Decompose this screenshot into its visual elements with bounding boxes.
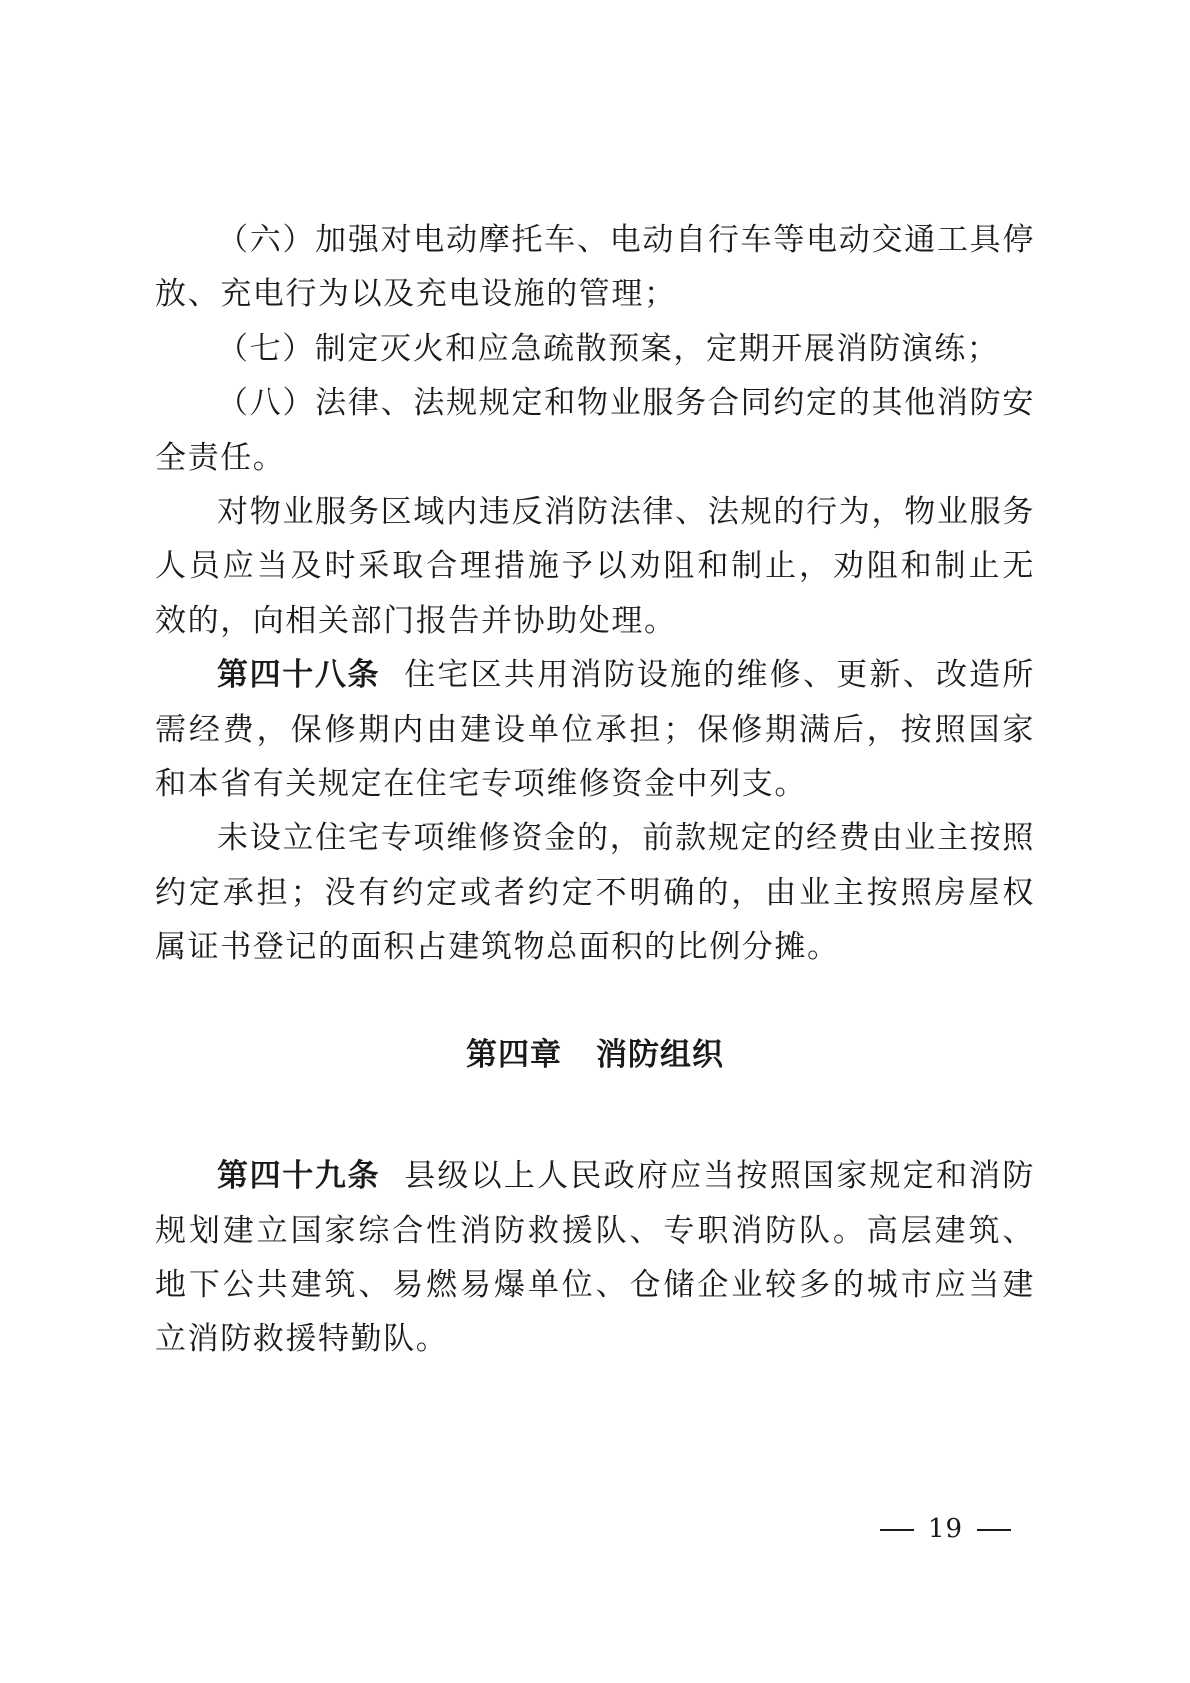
item-six-paragraph: （六）加强对电动摩托车、电动自行车等电动交通工具停放、充电行为以及充电设施的管理； (155, 222, 1035, 313)
chapter-title: 消防组织 (596, 1036, 724, 1073)
left-dash (880, 1529, 914, 1531)
chapter-heading (155, 1028, 1035, 1082)
article-48 (155, 648, 1035, 811)
spacer (155, 1082, 1035, 1149)
right-dash (977, 1529, 1011, 1531)
article-48-label: 第四十八条 (217, 657, 381, 694)
violation-handling-paragraph: 对物业服务区域内违反消防法律、法规的行为，物业服务人员应当及时采取合理措施予以劝阻和制止，劝阻和制止无效的，向相关部门报告并协助处理。 (155, 494, 1035, 639)
spacer (155, 975, 1035, 1028)
item-eight-paragraph: （八）法律、法规规定和物业服务合同约定的其他消防安全责任。 (155, 385, 1035, 476)
article-48-paragraph-2: 未设立住宅专项维修资金的，前款规定的经费由业主按照约定承担；没有约定或者约定不明确的，由业主按照房屋权属证书登记的面积占建筑物总面积的比例分摊。 (155, 820, 1035, 966)
item-seven-paragraph: （七）制定灭火和应急疏散预案，定期开展消防演练； (217, 330, 1000, 367)
article-48-text: 住宅区共用消防设施的维修、更新、改造所需经费，保修期内由建设单位承担；保修期满后，按照国家和本省有关规定在住宅专项维修资金中列支。 (155, 657, 1036, 803)
article-49 (155, 1149, 1035, 1367)
article-49-label: 第四十九条 (217, 1158, 381, 1195)
document-body (155, 213, 1035, 1367)
chapter-number: 第四章 (466, 1036, 562, 1073)
page-number (880, 1514, 1011, 1544)
page-number-value: 19 (928, 1514, 964, 1544)
article-49-text: 县级以上人民政府应当按照国家规定和消防规划建立国家综合性消防救援队、专职消防队。高层建筑、地下公共建筑、易燃易爆单位、仓储企业较多的城市应当建立消防救援特勤队。 (155, 1158, 1036, 1358)
